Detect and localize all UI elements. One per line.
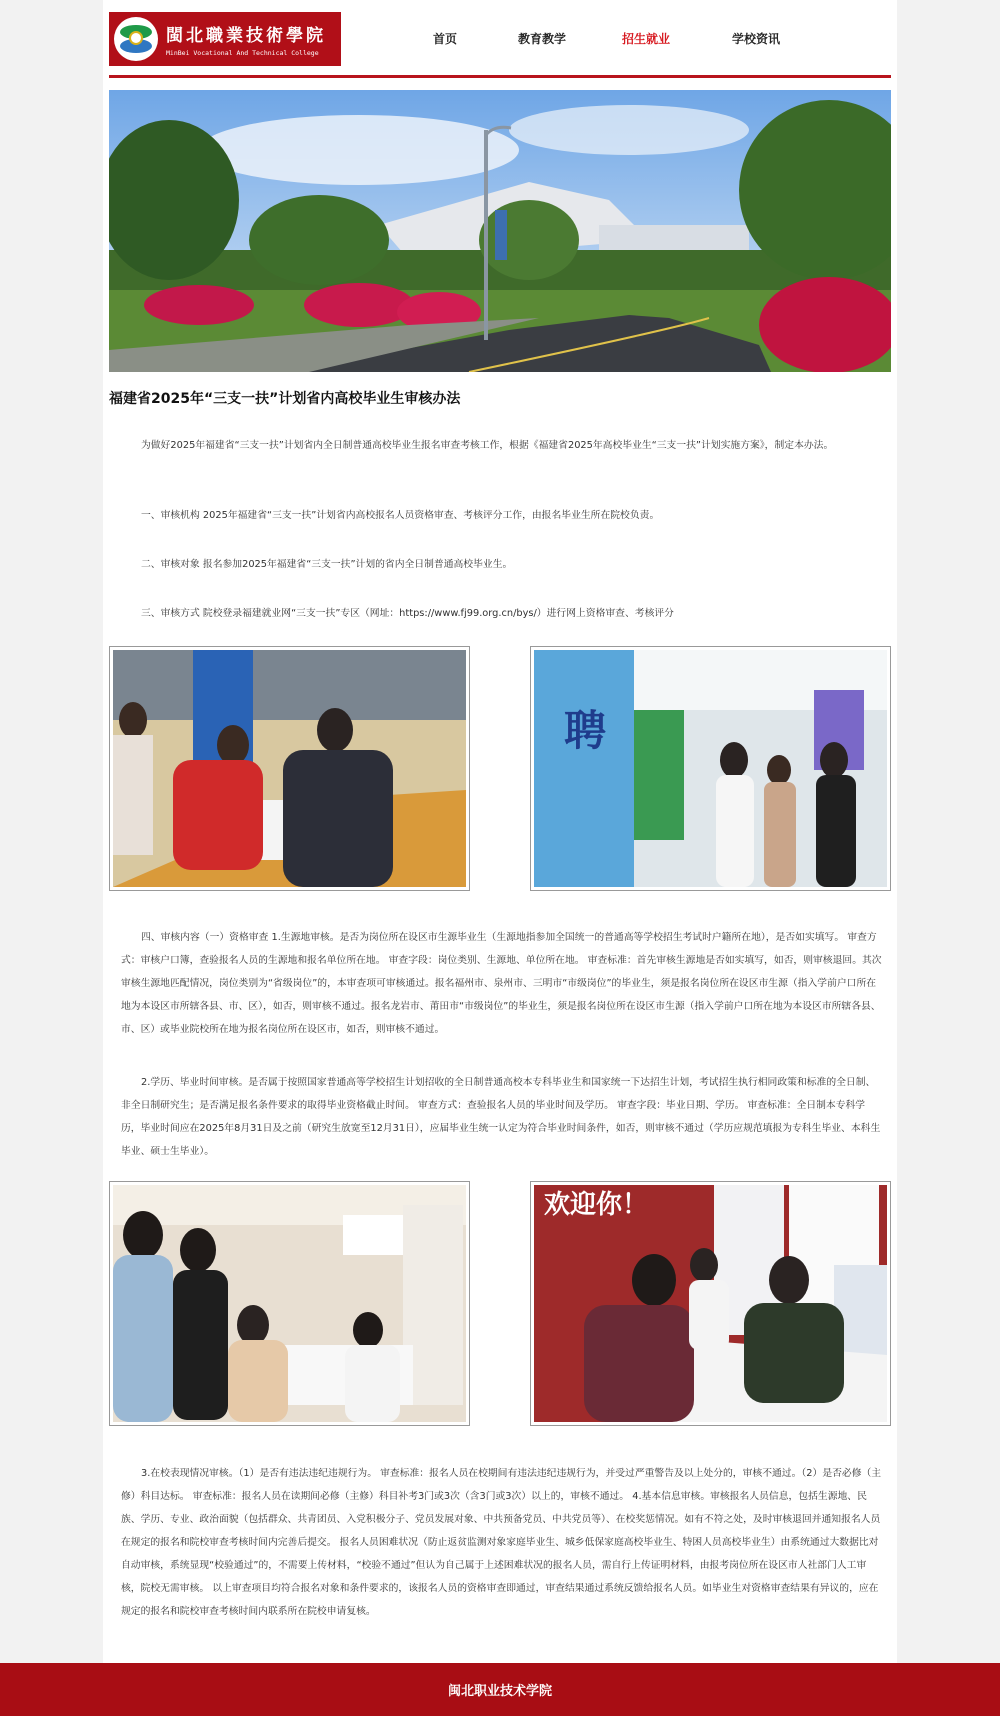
footer-college-name: 闽北职业技术学院 [447,1684,552,1699]
article-section-5: 2.学历、毕业时间审核。是否属于按照国家普通高等学校招生计划招收的全日制普通高校本专科毕业生和国家统一下达招生计划，考试招生执行相同政策和标准的全日制、非全日制研究生；是否满足报名条件要求的取得毕业资格截止时间。 审查方式：查验报名人员的毕业时间及学历。 审查字段：毕业日期、学历。 审查标准：全日制本专科学历，毕业时间应在2025年8月31日及之前（研究生放宽至12月31日），应届毕业生统一认定为符合毕业时间条件，如否，则审核不通过（学历应规范填报为专科生毕业、本科生毕业、硕士生毕业）。 [121,1077,881,1157]
job-fair-photo-2 [530,646,891,891]
svg-text:欢迎你！: 欢迎你！ [544,1190,649,1220]
logo-name-en: MinBei Vocational And Technical College [166,49,319,57]
nav-item-admissions[interactable]: 招生就业 [622,32,671,46]
header-divider [109,75,891,78]
job-fair-photo-4 [530,1181,891,1426]
campus-banner-image [109,90,891,372]
nav-item-news[interactable]: 学校资讯 [732,32,781,46]
site-logo[interactable] [109,12,341,66]
nav-item-education[interactable]: 教育教学 [518,32,567,46]
article-section-1: 一、审核机构 2025年福建省“三支一扶”计划省内高校报名人员资格审查、考核评分工作，由报名毕业生所在院校负责。 [141,510,660,521]
job-fair-photo-3 [109,1181,470,1426]
main-nav [409,30,780,47]
article-title: 福建省2025年“三支一扶”计划省内高校毕业生审核办法 [109,391,461,407]
svg-text:聘: 聘 [564,706,607,755]
article-section-3: 三、审核方式 院校登录福建就业网“三支一扶”专区（网址：https://www.fj99.org.cn/bys/）进行网上资格审查、考核评分 [141,608,674,619]
nav-item-home[interactable]: 首页 [433,32,458,46]
article-section-2: 二、审核对象 报名参加2025年福建省“三支一扶”计划的省内全日制普通高校毕业生。 [141,559,513,570]
article-intro: 为做好2025年福建省“三支一扶”计划省内全日制普通高校毕业生报名审查考核工作，根据《福建省2025年高校毕业生“三支一扶”计划实施方案》，制定本办法。 [141,440,834,451]
job-fair-photo-1 [109,646,470,891]
article-section-4: 四、审核内容（一）资格审查 1.生源地审核。是否为岗位所在设区市生源毕业生（生源地指参加全国统一的普通高等学校招生考试时户籍所在地），是否如实填写。 审查方式：审核户口簿，查验报名人员的生源地和报名单位所在地。 审查字段：岗位类别、生源地、单位所在地。 审查标准：首先审核生源地是否如实填写，如否，则审核退回。其次审核生源地匹配情况，岗位类别为“省级岗位”的，本审查项可审核通过。报名福州市、泉州市、三明市“市级岗位”的毕业生，须是报名岗位所在设区市生源（指入学前户口所在地为本设区市所辖各县、市、区），如否，则审核不通过。报名龙岩市、莆田市“市级岗位”的毕业生，须是报名岗位所在设区市生源（指入学前户口所在地为本设区市所辖各县、市、区）或毕业院校所在地为报名岗位所在设区市，如否，则审核不通过。 [121,932,882,1035]
site-header [109,12,891,80]
college-emblem-icon [114,17,158,61]
page-container [103,0,897,1663]
logo-name-cn: 閩北職業技術學院 [166,26,326,46]
article-section-6: 3.在校表现情况审核。（1）是否有违法违纪违规行为。 审查标准：报名人员在校期间有违法违纪违规行为，并受过严重警告及以上处分的，审核不通过。（2）是否必修（主修）科目达标。 审查标准：报名人员在读期间必修（主修）科目补考3门或3次（含3门或3次）以上的，审核不通过。 4.基本信息审核。审核报名人员信息，包括生源地、民族、学历、专业、政治面貌（包括群众、共青团员、入党积极分子、党员发展对象、中共预备党员、中共党员等）、在校奖惩情况。如有不符之处，及时审核退回并通知报名人员在规定的报名和院校审查考核时间内完善后提交。 报名人员困难状况（防止返贫监测对象家庭毕业生、城乡低保家庭高校毕业生、特困人员高校毕业生）由系统通过大数据比对自动审核，系统显现“校验通过”的，不需要上传材料，“校验不通过”但认为自己属于上述困难状况的报名人员，需自行上传证明材料，由报考岗位所在设区市人社部门人工审核，院校无需审核。 以上审查项目均符合报名对象和条件要求的，该报名人员的资格审查即通过，审查结果通过系统反馈给报名人员。如毕业生对资格审查结果有异议的，应在规定的报名和院校审查考核时间内联系所在院校申请复核。 [121,1468,882,1617]
site-footer [0,1663,1000,1716]
